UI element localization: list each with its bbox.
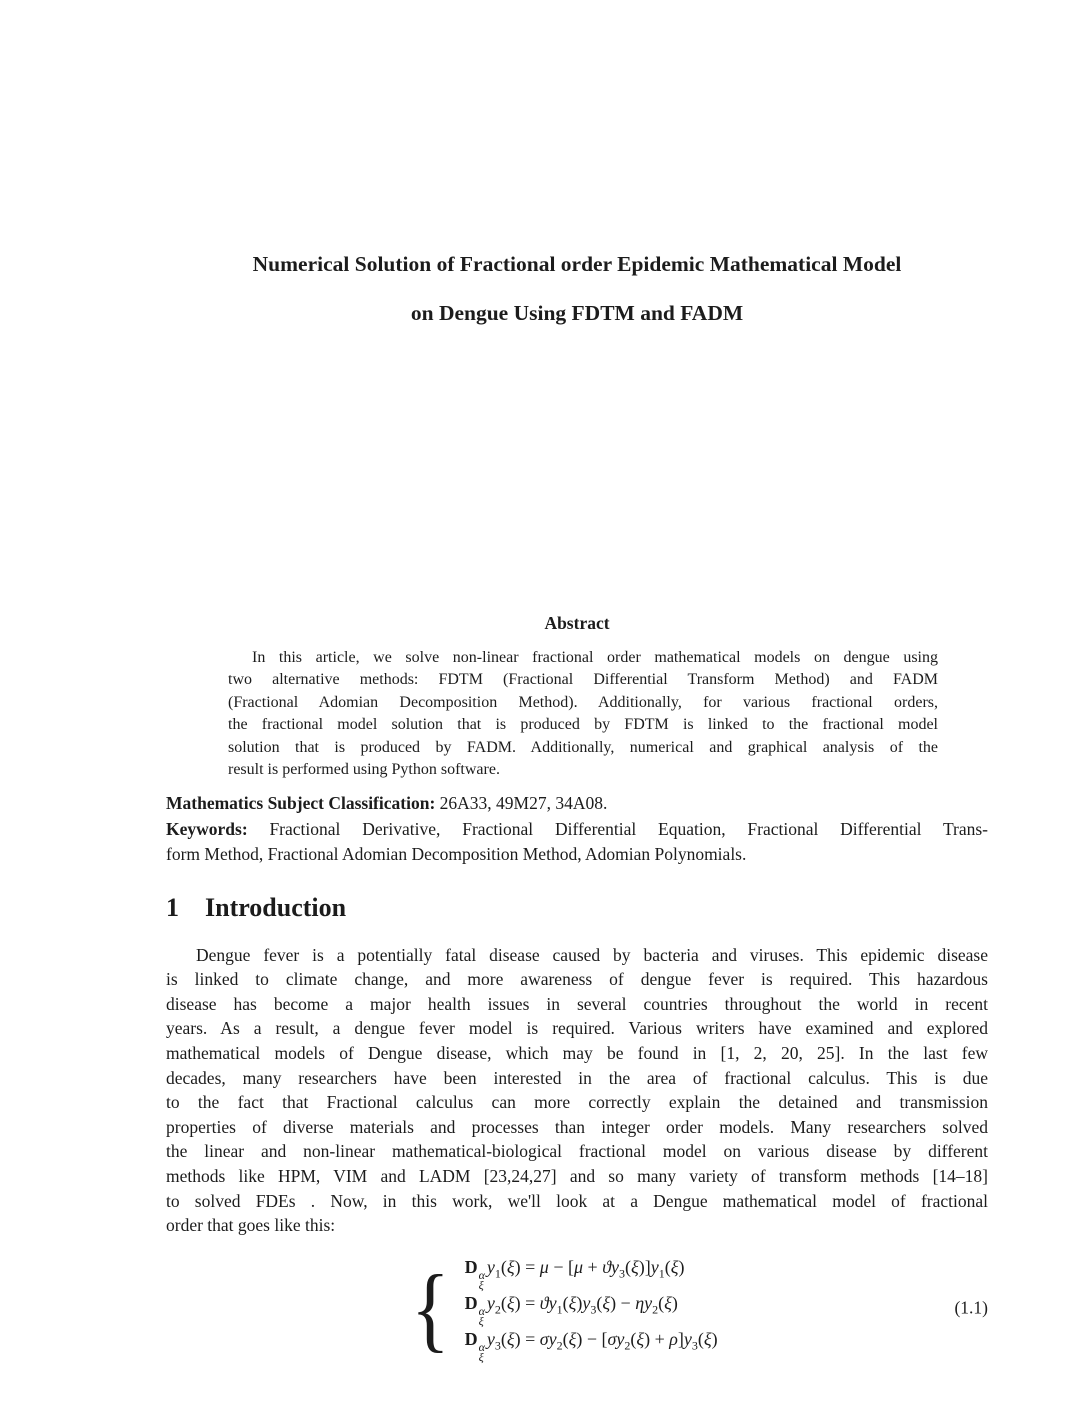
text-line: properties of diverse materials and processes than integer order models. Many researchers solved: [166, 1116, 988, 1137]
page-content: [166, 0, 988, 1362]
section-number: 1: [166, 892, 179, 922]
paper-title: [166, 250, 988, 327]
section-title: Introduction: [205, 892, 347, 922]
text-line: methods like HPM, VIM and LADM [23,24,27] and so many variety of transform methods [14–18]: [166, 1166, 988, 1186]
text-line: disease has become a major health issues in several countries throughout the world in recent: [166, 993, 988, 1014]
text-line: years. As a result, a dengue fever model is required. Various writers have examined and explored: [166, 1018, 988, 1039]
msc-line: Mathematics Subject Classification: 26A33, 49M27, 34A08.: [166, 793, 608, 814]
keywords-line-2: form Method, Fractional Adomian Decomposition Method, Adomian Polynomials.: [166, 844, 747, 865]
equation-lines: [465, 1254, 718, 1362]
text-line: Dengue fever is a potentially fatal disease caused by bacteria and viruses. This epidemic disease: [196, 944, 988, 965]
text-line: the fractional model solution that is produced by FDTM is linked to the fractional model: [228, 716, 938, 734]
abstract-text: [228, 647, 938, 781]
text-line: is linked to climate change, and more awareness of dengue fever is required. This hazardous: [166, 969, 988, 990]
keywords-line-1: Keywords: Fractional Derivative, Fractional Differential Equation, Fractional Differential Trans-: [166, 818, 988, 839]
text-line: decades, many researchers have been interested in the area of fractional calculus. This is due: [166, 1067, 988, 1088]
section-heading-introduction: [166, 890, 988, 926]
text-line: mathematical models of Dengue disease, which may be found in [1, 2, 20, 25]. In the last few: [166, 1043, 988, 1064]
paper-title-line1: Numerical Solution of Fractional order Epidemic Mathematical Model: [252, 252, 902, 276]
text-line: (Fractional Adomian Decomposition Method). Additionally, for various fractional orders,: [228, 693, 938, 711]
text-line: the linear and non-linear mathematical-biological fractional model on various disease by different: [166, 1141, 988, 1162]
text-line: D α ξ $y_2(\xi) = ϑy_1(\xi)y_3(\xi) - \eta y_2(\xi)$: [464, 1292, 678, 1328]
introduction-paragraph: [166, 943, 988, 1238]
abstract-heading: Abstract: [544, 613, 610, 633]
text-line: result is performed using Python software.: [228, 761, 500, 779]
equation-number: (1.1): [954, 1297, 988, 1318]
text-line: D α ξ $y_3(\xi) = \sigma y_2(\xi) - [\sigma y_2(\xi) + \rho]y_3(\xi)$: [464, 1328, 718, 1364]
text-line: D α ξ $y_1(\xi) = \mu - [\mu + ϑy_3(\xi)]y_1(\xi)$: [464, 1256, 685, 1292]
text-line: order that goes like this:: [166, 1215, 336, 1236]
text-line: to the fact that Fractional calculus can more correctly explain the detained and transmission: [166, 1092, 988, 1113]
text-line: to solved FDEs . Now, in this work, we'll look at a Dengue mathematical model of fractional: [166, 1190, 988, 1211]
text-line: In this article, we solve non-linear fractional order mathematical models on dengue using: [252, 649, 938, 666]
classification-block: [166, 791, 988, 867]
paper-title-line2: on Dengue Using FDTM and FADM: [410, 301, 744, 325]
text-line: two alternative methods: FDTM (Fractional Differential Transform Method) and FADM: [228, 671, 938, 689]
equation-1-1: [166, 1254, 988, 1362]
text-line: solution that is produced by FADM. Additionally, numerical and graphical analysis of the: [228, 738, 938, 756]
equation-left-brace: {: [411, 1254, 450, 1361]
